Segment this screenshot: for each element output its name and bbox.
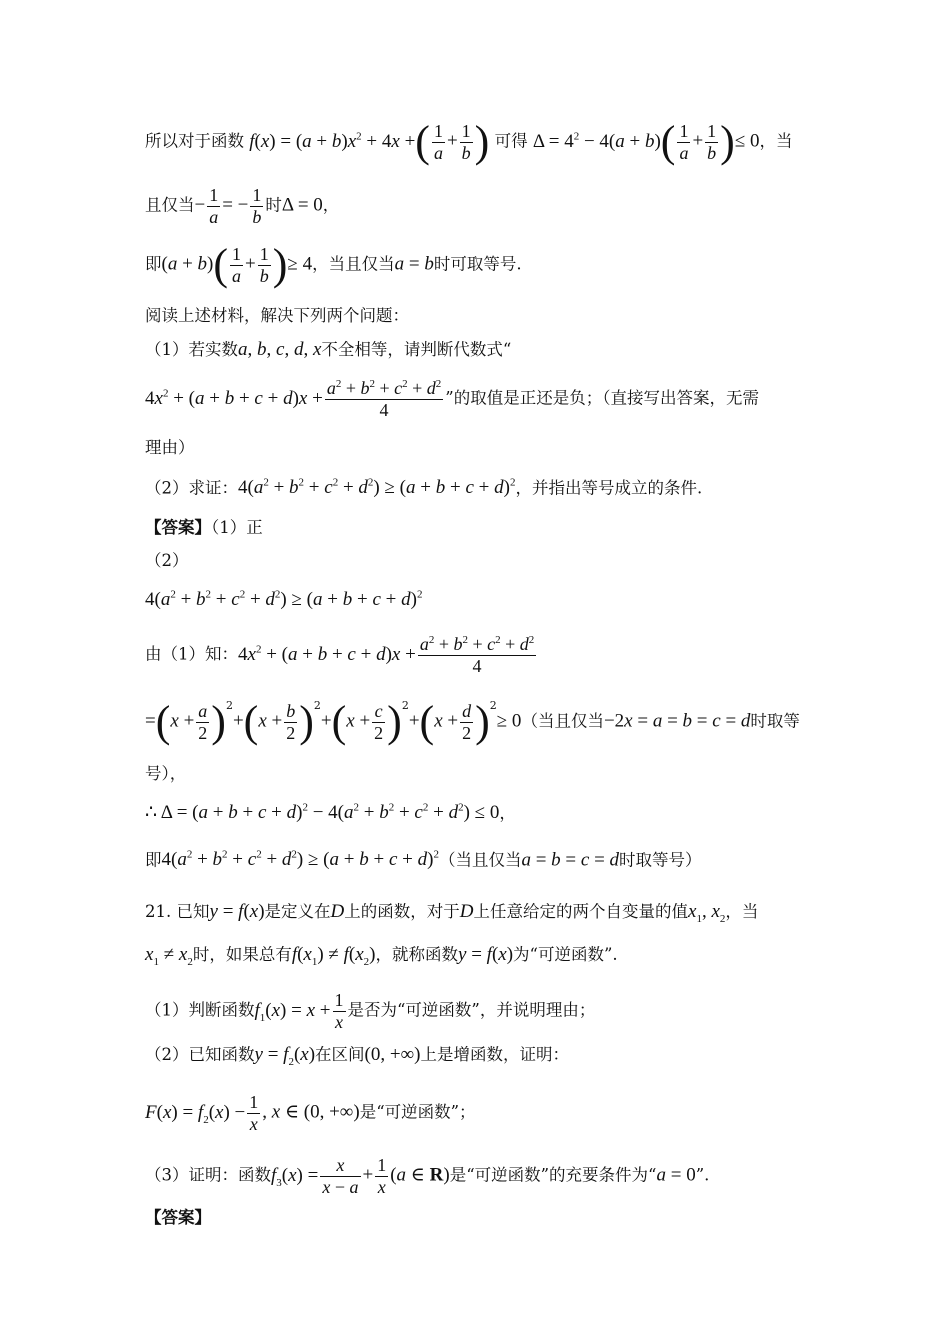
line-19: （1）判断函数$f_1(x) = x$ + $\frac{1}{x}$ 是否为“可逆函数”，并说明理由； [145,990,596,1032]
line-1: 所以对于函数 $f(x) = (a + b)x^2 + 4x$ +( $\frac{1}{a}$ + $\frac{1}{b}$ ) 可得 $\Delta = 4^2 - 4(a + b)$( $\frac{1}{a}$ + $\frac{1}{b}$ )≤ 0，当 [145,117,793,166]
line-12: 由（1）知：$4x^2 + (a + b + c + d)x$ + $\frac{a^2 + b^2 + c^2 + d^2}{4}$ [145,634,535,676]
line-2: 且仅当− $\frac{1}{a}$ = − $\frac{1}{b}$ 时Δ = 0， [145,185,340,227]
line-10: （2） [145,551,189,570]
line-7: 理由） [145,438,195,457]
line-5: （1）若实数a, b, c, d, x不全相等，请判断代数式“ [145,339,512,360]
line-3: 即(a + b)( $\frac{1}{a}$ + $\frac{1}{b}$ )≥ 4，当且仅当a = b时可取等号. [145,240,522,289]
line-8: （2）求证：$4(a^2 + b^2 + c^2 + d^2) \ge (a + b + c + d)^2$，并指出等号成立的条件. [145,477,703,499]
line-16: 即$4(a^2 + b^2 + c^2 + d^2) \ge (a + b + c + d)^2$（当且仅当a = b = c = d时取等号） [145,849,702,871]
line-21: $F(x) = f_2(x)$ − $\frac{1}{x}$ , x ∈ (0, +∞)是“可逆函数”； [145,1092,476,1134]
line-11: $4(a^2 + b^2 + c^2 + d^2) \ge (a + b + c + d)^2$ [145,589,423,611]
line-17: 21. 已知y = f(x)是定义在D上的函数，对于D上任意给定的两个自变量的值$x_1$, $x_2$，当 [145,901,759,925]
line-23: 【答案】 [145,1208,211,1227]
line-20: （2）已知函数$y = f_2(x)$在区间(0, +∞)上是增函数，证明： [145,1044,569,1068]
line-6: $4x^2 + (a + b + c + d)x$ + $\frac{a^2 + b^2 + c^2 + d^2}{4}$ ”的取值是正还是负；（直接写出答案，无需 [145,378,759,420]
line-14: 号）， [145,764,187,783]
line-13: =(x + $\frac{a}{2}$ )$^2$+(x + $\frac{b}{2}$ )$^2$+(x + $\frac{c}{2}$ )$^2$+(x + $\frac{d}{2}$ )$^2$≥ 0（当且仅当−2x = a = b = c = d时取等 [145,697,800,746]
line-4: 阅读上述材料，解决下列两个问题： [145,306,409,325]
formula-f: $f(x) = (a + b)x^2 + 4x$ + [249,130,416,152]
line-18: $x_1 \ne x_2$时，如果总有$f(x_1) \ne f(x_2)$，就称函数y = f(x)为“可逆函数”. [145,944,618,968]
formula-delta: $\Delta = 4^2 - 4(a + b)$ [532,130,661,152]
line-22: （3）证明：函数$f_3(x)$ = $\frac{x}{x - a}$ + $\frac{1}{x}$ (a ∈ R)是“可逆函数”的充要条件为“a = 0”. [145,1155,710,1197]
line-9: 【答案】（1）正 [145,518,263,537]
line-15: ∴ $\Delta = (a + b + c + d)^2 - 4(a^2 + b^2 + c^2 + d^2) \le 0$， [145,802,516,824]
